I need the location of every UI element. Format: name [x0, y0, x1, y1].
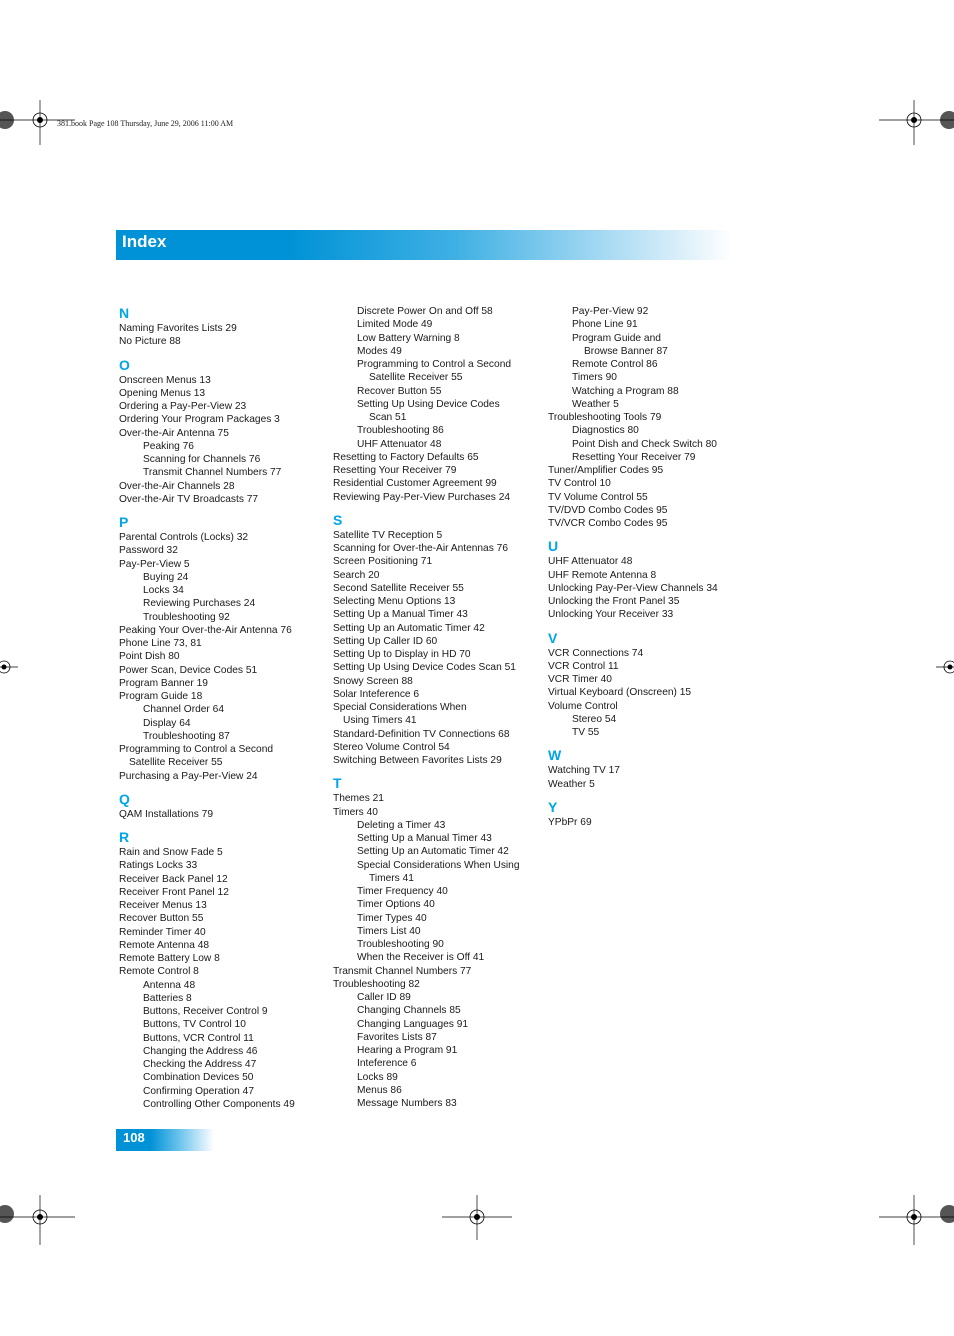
registration-mark-icon — [0, 1180, 80, 1250]
index-entry: Weather 5 — [548, 778, 595, 790]
index-subentry: Reviewing Purchases 24 — [143, 598, 256, 610]
index-subentry: Inteference 6 — [357, 1058, 417, 1070]
index-entry: Resetting Your Receiver 79 — [333, 465, 457, 476]
section-letter: O — [119, 356, 130, 373]
index-entry: Peaking Your Over-the-Air Antenna 76 — [119, 624, 292, 636]
index-subentry: Watching a Program 88 — [572, 385, 679, 397]
index-subentry: Buying 24 — [143, 571, 189, 583]
index-subentry: Program Guide and — [572, 332, 661, 344]
section-letter: U — [548, 538, 559, 555]
index-entry: Transmit Channel Numbers 77 — [333, 965, 472, 977]
section-letter: Q — [119, 790, 130, 807]
registration-mark-icon — [874, 1180, 954, 1250]
index-subentry: Locks 34 — [143, 585, 184, 596]
index-subentry: Timer Frequency 40 — [357, 886, 448, 897]
index-column-3 — [548, 305, 753, 829]
index-subentry: Satellite Receiver 55 — [369, 372, 463, 384]
index-subentry: Discrete Power On and Off 58 — [357, 306, 493, 317]
index-entry: Pay-Per-View 5 — [119, 558, 190, 570]
index-subentry: Combination Devices 50 — [143, 1072, 254, 1084]
index-entry: Setting Up a Manual Timer 43 — [333, 609, 468, 621]
index-entry: Unlocking the Front Panel 35 — [548, 596, 680, 607]
index-entry: TV/DVD Combo Codes 95 — [548, 504, 668, 516]
print-slug: 381.book Page 108 Thursday, June 29, 2006 11:00 AM — [57, 119, 234, 128]
index-subentry: Diagnostics 80 — [572, 425, 639, 437]
index-entry: Search 20 — [333, 569, 380, 581]
section-letter: N — [119, 305, 130, 321]
index-entry: Selecting Menu Options 13 — [333, 596, 456, 607]
index-entry: UHF Attenuator 48 — [548, 556, 633, 568]
index-subentry: Favorites Lists 87 — [357, 1031, 437, 1043]
index-entry: Over-the-Air Antenna 75 — [119, 427, 229, 439]
index-column-1 — [119, 305, 324, 1111]
index-subentry: Recover Button 55 — [357, 385, 442, 397]
section-letter: R — [119, 829, 130, 845]
index-entry: Special Considerations When — [333, 702, 467, 713]
index-subentry: Timers List 40 — [357, 925, 421, 937]
registration-mark-icon — [874, 100, 954, 180]
index-subentry: Channel Order 64 — [143, 704, 224, 716]
index-subentry: Setting Up a Manual Timer 43 — [357, 833, 492, 844]
index-subentry: Timer Options 40 — [357, 899, 435, 911]
index-entry: Parental Controls (Locks) 32 — [119, 532, 249, 543]
index-subentry: Display 64 — [143, 717, 191, 729]
index-subentry: Troubleshooting 90 — [357, 939, 444, 950]
index-entry: UHF Remote Antenna 8 — [548, 569, 657, 581]
index-subentry: Antenna 48 — [143, 979, 196, 991]
index-entry: Residential Customer Agreement 99 — [333, 478, 497, 490]
index-entry: Second Satellite Receiver 55 — [333, 582, 464, 594]
index-entry: Tuner/Amplifier Codes 95 — [548, 465, 664, 476]
index-entry: Stereo Volume Control 54 — [333, 741, 450, 753]
index-subentry: Phone Line 91 — [572, 319, 638, 331]
index-entry: Reminder Timer 40 — [119, 926, 206, 938]
index-subentry: Low Battery Warning 8 — [357, 332, 460, 344]
index-entry: Setting Up Caller ID 60 — [333, 635, 438, 647]
index-entry: TV Volume Control 55 — [548, 491, 648, 503]
index-entry: Unlocking Pay-Per-View Channels 34 — [548, 582, 718, 594]
index-entry: Phone Line 73, 81 — [119, 638, 202, 649]
index-subentry: Peaking 76 — [143, 440, 194, 452]
index-subentry: TV 55 — [572, 727, 600, 738]
index-entry: Virtual Keyboard (Onscreen) 15 — [548, 687, 692, 699]
section-letter: Y — [548, 798, 558, 815]
index-entry: Program Guide 18 — [119, 691, 203, 702]
index-entry: Resetting to Factory Defaults 65 — [333, 451, 479, 463]
index-entry: Onscreen Menus 13 — [119, 374, 211, 386]
index-subentry: Troubleshooting 87 — [143, 730, 230, 742]
index-subentry: Using Timers 41 — [343, 715, 417, 727]
index-entry: Setting Up Using Device Codes Scan 51 — [333, 662, 516, 674]
index-subentry: Buttons, Receiver Control 9 — [143, 1006, 268, 1017]
index-entry: Unlocking Your Receiver 33 — [548, 609, 674, 621]
index-entry: Remote Battery Low 8 — [119, 953, 220, 964]
index-entry: Scanning for Over-the-Air Antennas 76 — [333, 543, 508, 554]
index-entry: Screen Positioning 71 — [333, 556, 433, 568]
index-entry: Themes 21 — [333, 793, 384, 805]
index-entry: Switching Between Favorites Lists 29 — [333, 755, 502, 766]
page-number: 108 — [123, 1130, 145, 1145]
index-entry: Receiver Menus 13 — [119, 900, 207, 911]
index-entry: Rain and Snow Fade 5 — [119, 847, 223, 858]
index-subentry: Deleting a Timer 43 — [357, 819, 446, 831]
index-subentry: Satellite Receiver 55 — [129, 757, 223, 769]
index-entry: QAM Installations 79 — [119, 808, 213, 820]
index-entry: TV/VCR Combo Codes 95 — [548, 518, 668, 529]
index-entry: Programming to Control a Second — [119, 744, 274, 755]
index-subentry: Timer Types 40 — [357, 912, 427, 924]
index-subentry: Controlling Other Components 49 — [143, 1098, 295, 1110]
index-entry: Ratings Locks 33 — [119, 860, 198, 872]
index-subentry: Locks 89 — [357, 1071, 398, 1083]
index-entry: Reviewing Pay-Per-View Purchases 24 — [333, 491, 511, 503]
section-letter: P — [119, 514, 129, 530]
index-subentry: Changing Languages 91 — [357, 1018, 469, 1030]
section-letter: V — [548, 629, 558, 646]
index-entry: Satellite TV Reception 5 — [333, 529, 443, 541]
index-subentry: Confirming Operation 47 — [143, 1085, 254, 1097]
index-subentry: Special Considerations When Using — [357, 859, 520, 871]
index-subentry: Limited Mode 49 — [357, 319, 433, 331]
index-column-2 — [333, 305, 543, 1110]
index-entry: Receiver Front Panel 12 — [119, 886, 229, 898]
index-subentry: Remote Control 86 — [572, 359, 658, 370]
index-subentry: Browse Banner 87 — [584, 345, 668, 357]
index-subentry: Checking the Address 47 — [143, 1059, 257, 1070]
index-subentry: Changing the Address 46 — [143, 1045, 258, 1057]
index-subentry: Timers 41 — [369, 872, 414, 884]
index-header-banner — [116, 230, 733, 260]
registration-mark-icon — [934, 650, 954, 690]
index-subentry: Buttons, VCR Control 11 — [143, 1032, 254, 1044]
index-subentry: Scanning for Channels 76 — [143, 454, 261, 465]
index-subentry: Menus 86 — [357, 1084, 402, 1096]
index-entry: Volume Control — [548, 700, 618, 712]
index-entry: Ordering a Pay-Per-View 23 — [119, 401, 247, 412]
index-entry: Remote Control 8 — [119, 966, 199, 978]
index-subentry: Changing Channels 85 — [357, 1005, 461, 1017]
index-subentry: Pay-Per-View 92 — [572, 306, 649, 317]
index-entry: Watching TV 17 — [548, 765, 620, 777]
index-subentry: Transmit Channel Numbers 77 — [143, 467, 282, 479]
index-subentry: Scan 51 — [369, 412, 407, 423]
index-entry: VCR Connections 74 — [548, 647, 644, 659]
index-entry: Standard-Definition TV Connections 68 — [333, 728, 510, 740]
registration-mark-icon — [437, 1195, 517, 1245]
index-subentry: Caller ID 89 — [357, 992, 411, 1003]
index-subentry: Stereo 54 — [572, 713, 617, 725]
index-entry: Program Banner 19 — [119, 677, 208, 689]
index-subentry: Modes 49 — [357, 345, 402, 357]
index-entry: Purchasing a Pay-Per-View 24 — [119, 770, 258, 782]
index-entry: Ordering Your Program Packages 3 — [119, 414, 280, 426]
index-subentry: Timers 90 — [572, 372, 617, 384]
index-subentry: Troubleshooting 86 — [357, 425, 444, 437]
registration-mark-icon — [0, 100, 80, 180]
index-subentry: Batteries 8 — [143, 992, 192, 1004]
index-entry: Setting Up to Display in HD 70 — [333, 649, 471, 660]
index-entry: Solar Inteference 6 — [333, 688, 420, 700]
index-entry: No Picture 88 — [119, 336, 181, 348]
index-entry: Over-the-Air TV Broadcasts 77 — [119, 493, 259, 505]
index-subentry: Setting Up Using Device Codes — [357, 398, 500, 410]
index-entry: Point Dish 80 — [119, 651, 180, 663]
index-entry: Naming Favorites Lists 29 — [119, 323, 237, 334]
index-subentry: Resetting Your Receiver 79 — [572, 451, 696, 463]
registration-mark-icon — [0, 650, 20, 690]
index-entry: YPbPr 69 — [548, 816, 592, 828]
index-entry: Recover Button 55 — [119, 913, 204, 925]
index-entry: VCR Control 11 — [548, 660, 619, 672]
index-entry: TV Control 10 — [548, 478, 611, 490]
index-subentry: When the Receiver is Off 41 — [357, 952, 485, 964]
index-subentry: Message Numbers 83 — [357, 1098, 457, 1109]
index-entry: Power Scan, Device Codes 51 — [119, 664, 258, 676]
index-entry: Remote Antenna 48 — [119, 939, 210, 951]
index-entry: VCR Timer 40 — [548, 674, 612, 685]
page-number-tab — [116, 1129, 214, 1151]
index-entry: Over-the-Air Channels 28 — [119, 480, 235, 492]
index-entry: Snowy Screen 88 — [333, 675, 413, 687]
page-title: Index — [122, 232, 167, 251]
index-subentry: Buttons, TV Control 10 — [143, 1019, 246, 1031]
index-entry: Timers 40 — [333, 806, 378, 818]
index-subentry: Troubleshooting 92 — [143, 611, 230, 623]
index-subentry: Weather 5 — [572, 398, 619, 410]
index-entry: Opening Menus 13 — [119, 387, 206, 399]
index-subentry: Point Dish and Check Switch 80 — [572, 438, 717, 450]
index-subentry: Programming to Control a Second — [357, 359, 512, 370]
index-entry: Troubleshooting Tools 79 — [548, 412, 662, 423]
index-subentry: Setting Up an Automatic Timer 42 — [357, 846, 509, 858]
section-letter: W — [548, 747, 562, 764]
index-entry: Setting Up an Automatic Timer 42 — [333, 622, 485, 634]
index-entry: Password 32 — [119, 545, 178, 557]
index-subentry: UHF Attenuator 48 — [357, 438, 442, 450]
index-entry: Receiver Back Panel 12 — [119, 873, 228, 885]
section-letter: T — [333, 775, 342, 792]
section-letter: S — [333, 511, 343, 528]
index-subentry: Hearing a Program 91 — [357, 1045, 458, 1056]
index-entry: Troubleshooting 82 — [333, 978, 420, 990]
